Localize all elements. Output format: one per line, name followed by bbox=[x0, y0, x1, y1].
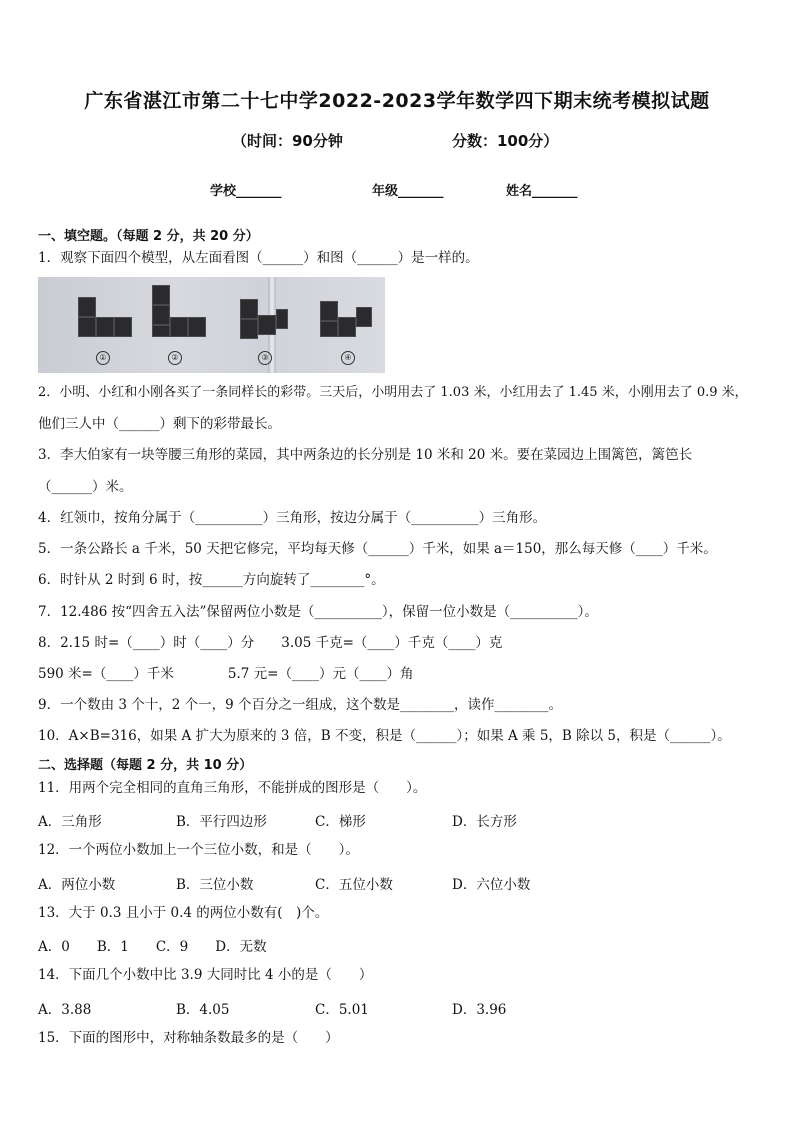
question-5: 5．一条公路长 a 千米，50 天把它修完，平均每天修（______）千米，如果 a＝150，那么每天修（____）千米。 bbox=[38, 541, 717, 557]
question-3-line-1: 3．李大伯家有一块等腰三角形的菜园，其中两条边的长分别是 10 米和 20 米。要在菜园边上围篱笆，篱笆长 bbox=[38, 447, 693, 463]
q12-option-d: D．六位小数 bbox=[452, 877, 531, 893]
question-15: 15．下面的图形中，对称轴条数最多的是（ ） bbox=[38, 1030, 339, 1046]
q11-option-a: A．三角形 bbox=[38, 814, 102, 830]
q11-option-c: C．梯形 bbox=[315, 814, 366, 830]
section-2-heading: 二、选择题（每题 2 分，共 10 分） bbox=[38, 758, 253, 773]
question-7: 7．12.486 按“四舍五入法”保留两位小数是（__________），保留一位小数是（__________）。 bbox=[38, 604, 598, 620]
q13-options: A．0 B．1 C．9 D．无数 bbox=[38, 939, 267, 955]
q11-option-b: B．平行四边形 bbox=[176, 814, 267, 830]
section-1-heading: 一、填空题。（每题 2 分，共 20 分） bbox=[38, 229, 259, 244]
q12-option-b: B．三位小数 bbox=[176, 877, 254, 893]
question-2-line-1: 2．小明、小红和小刚各买了一条同样长的彩带。三天后，小明用去了 1.03 米，小红用去了 1.45 米，小刚用去了 0.9 米， bbox=[38, 385, 748, 400]
question-3-line-2: （______）米。 bbox=[38, 479, 133, 495]
page-title: 广东省湛江市第二十七中学2022-2023学年数学四下期末统考模拟试题 bbox=[84, 90, 710, 112]
figure-label-4: ④ bbox=[341, 351, 355, 365]
question-2-line-2: 他们三人中（______）剩下的彩带最长。 bbox=[38, 416, 281, 432]
question-13: 13．大于 0.3 且小于 0.4 的两位小数有( )个。 bbox=[38, 905, 329, 921]
school-field: 学校_______ bbox=[210, 184, 282, 199]
question-1: 1．观察下面四个模型，从左面看图（______）和图（______）是一样的。 bbox=[38, 250, 479, 266]
figure-label-3: ③ bbox=[258, 351, 272, 365]
q12-option-c: C．五位小数 bbox=[315, 877, 393, 893]
question-9: 9．一个数由 3 个十，2 个一，9 个百分之一组成，这个数是________，读作________。 bbox=[38, 697, 563, 713]
question-8-line-2: 590 米=（____）千米 5.7 元=（____）元（____）角 bbox=[38, 666, 414, 682]
question-10: 10．A×B=316，如果 A 扩大为原来的 3 倍，B 不变，积是（______）；如果 A 乘 5，B 除以 5，积是（______）。 bbox=[38, 728, 731, 744]
q11-option-d: D．长方形 bbox=[452, 814, 517, 830]
question-6: 6．时针从 2 时到 6 时，按______方向旋转了________°。 bbox=[38, 572, 385, 588]
q14-option-d: D．3.96 bbox=[452, 1002, 507, 1018]
question-12: 12．一个两位小数加上一个三位小数，和是（ ）。 bbox=[38, 842, 359, 858]
q14-option-c: C．5.01 bbox=[315, 1002, 369, 1018]
grade-field: 年级_______ bbox=[372, 184, 444, 199]
q12-option-a: A．两位小数 bbox=[38, 877, 116, 893]
block-models-photo bbox=[38, 277, 385, 373]
question-4: 4．红领巾，按角分属于（__________）三角形，按边分属于（__________）三角形。 bbox=[38, 510, 547, 526]
figure-label-1: ① bbox=[96, 351, 110, 365]
question-14: 14．下面几个小数中比 3.9 大同时比 4 小的是（ ） bbox=[38, 967, 373, 983]
q14-option-b: B．4.05 bbox=[176, 1002, 230, 1018]
question-8-line-1: 8．2.15 时=（____）时（____）分 3.05 千克=（____）千克（____）克 bbox=[38, 635, 503, 651]
figure-label-2: ② bbox=[168, 351, 182, 365]
exam-score: 分数：100分） bbox=[452, 132, 559, 150]
q14-option-a: A．3.88 bbox=[38, 1002, 92, 1018]
question-11: 11．用两个完全相同的直角三角形，不能拼成的图形是（ ）。 bbox=[38, 780, 427, 796]
exam-time: （时间：90分钟 bbox=[232, 132, 343, 150]
name-field: 姓名_______ bbox=[506, 184, 578, 199]
